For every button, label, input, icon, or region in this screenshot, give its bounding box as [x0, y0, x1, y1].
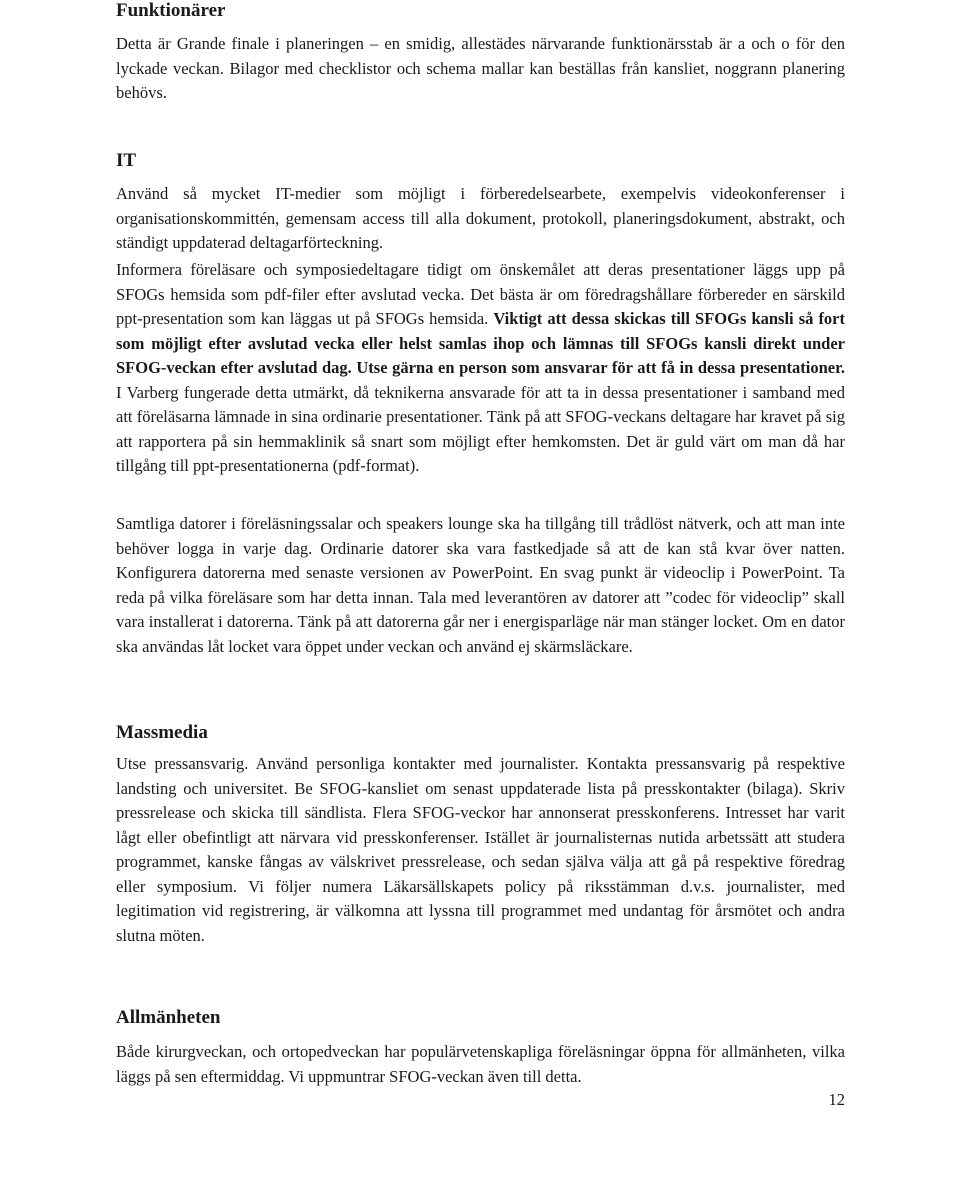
paragraph-it-3: Samtliga datorer i föreläsningssalar och speakers lounge ska ha tillgång till trådlöst nätverk, och att man inte behöver logga in varje dag. Ordinarie datorer ska vara fastkedjade så att de kan stå kvar över natten. Konfigurera datorerna med senaste versionen av PowerPoint. En svag punkt är videoclip i PowerPoint. Ta reda på vilka föreläsare som har detta innan. Tala med leverantören av datorer att ”codec för videoclip” skall vara installerat i datorerna. Tänk på att datorerna går ner i energisparläge när man stänger locket. Om en dator ska användas låt locket vara öppet under veckan och använd ej skärmsläckare.	[116, 514, 845, 656]
paragraph-massmedia: Utse pressansvarig. Använd personliga kontakter med journalister. Kontakta pressansvarig på respektive landsting och universitet. Be SFOG-kansliet om senast uppdaterade lista på presskontakter (bilaga). Skriv pressrelease och skicka till sändlista. Flera SFOG-veckor har annonserat presskonferens. Intresset har varit lågt eller obefintligt att närvara vid presskonferenser. Istället är journalisternas nutida arbetssätt att studera programmet, kanske fångas av välskrivet pressrelease, och sedan själva välja att gå på respektive föredrag eller symposium. Vi följer numera Läkarsällskapets policy på riksstämman d.v.s. journalister, med legitimation vid registrering, är välkomna att lyssna till programmet med undantag för årsmötet och andra slutna möten.	[116, 754, 845, 945]
paragraph-allmanheten: Både kirurgveckan, och ortopedveckan har populärvetenskapliga föreläsningar öppna för allmänheten, vilka läggs på sen eftermiddag. Vi uppmuntrar SFOG-veckan även till detta.	[116, 1042, 845, 1086]
paragraph-funktionarer: Detta är Grande finale i planeringen – en smidig, allestädes närvarande funktionärsstab är a och o för den lyckade veckan. Bilagor med checklistor och schema mallar kan beställas från kansliet, noggrann planering behövs.	[116, 34, 845, 102]
heading-massmedia: Massmedia	[116, 722, 208, 743]
paragraph-it-2-text-end: I Varberg fungerade detta utmärkt, då teknikerna ansvarade för att ta in dessa presentationer i samband med att föreläsarna lämnade in sina ordinarie presentationer. Tänk på att SFOG-veckans deltagare har kravet på sig att rapportera på sin hemmaklinik så snart som möjligt efter hemkomsten. Det är guld värt om man då har tillgång till ppt-presentationerna (pdf-format).	[116, 382, 845, 475]
paragraph-it-2	[116, 258, 845, 479]
paragraph-it-2-text: Informera föreläsare och symposiedeltagare tidigt om önskemålet att deras presentationer läggs upp på SFOGs hemsida som pdf-filer efter avslutad vecka. Det bästa är om föredragshållare förbereder en särskild ppt-presentation som kan läggas ut på SFOGs hemsida.	[116, 260, 845, 328]
page-number: 12	[828, 1090, 845, 1109]
heading-it: IT	[116, 150, 137, 171]
paragraph-it-1: Använd så mycket IT-medier som möjligt i förberedelsearbete, exempelvis videokonferenser i organisationskommittén, gemensam access till alla dokument, protokoll, planeringsdokument, abstrakt, och ständigt uppdaterad deltagarförteckning.	[116, 184, 845, 252]
heading-allmanheten: Allmänheten	[116, 1007, 221, 1028]
heading-funktionarer: Funktionärer	[116, 0, 226, 21]
paragraph-it-2-bold: Viktigt att dessa skickas till SFOGs kansli så fort som möjligt efter avslutad vecka eller helst samlas ihop och lämnas till SFOGs kansli direkt under SFOG-veckan efter avslutad dag. Utse gärna en person som ansvarar för att få in dessa presentationer.	[116, 309, 846, 377]
